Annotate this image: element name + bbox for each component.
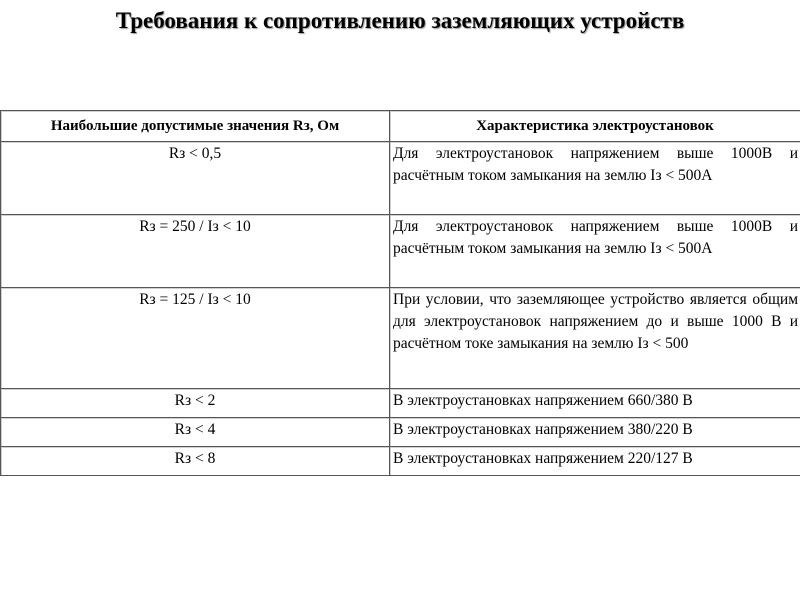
characteristic-cell: В электроустановках напряжением 220/127 В bbox=[390, 447, 800, 476]
table-row bbox=[1, 288, 800, 389]
resistance-value-cell: Rз < 2 bbox=[1, 389, 390, 418]
characteristic-cell: Для электроустановок напряжением выше 1000В и расчётным током замыкания на землю Iз < 500А bbox=[390, 215, 800, 288]
table-row bbox=[1, 447, 800, 476]
characteristic-cell: В электроустановках напряжением 660/380 В bbox=[390, 389, 800, 418]
column-header-characteristics: Характеристика электроустановок bbox=[390, 111, 800, 142]
resistance-value-cell: Rз = 125 / Iз < 10 bbox=[1, 288, 390, 389]
resistance-value-cell: Rз < 0,5 bbox=[1, 142, 390, 215]
table-row bbox=[1, 215, 800, 288]
characteristic-cell: В электроустановках напряжением 380/220 В bbox=[390, 418, 800, 447]
table-row bbox=[1, 142, 800, 215]
table-row bbox=[1, 418, 800, 447]
page-title: Требования к сопротивлению заземляющих устройств bbox=[115, 8, 685, 33]
resistance-value-cell: Rз < 4 bbox=[1, 418, 390, 447]
resistance-value-cell: Rз < 8 bbox=[1, 447, 390, 476]
grounding-resistance-table bbox=[0, 110, 800, 476]
table-header-row bbox=[1, 111, 800, 142]
resistance-value-cell: Rз = 250 / Iз < 10 bbox=[1, 215, 390, 288]
characteristic-cell: Для электроустановок напряжением выше 1000В и расчётным током замыкания на землю Iз < 500А bbox=[390, 142, 800, 215]
table-row bbox=[1, 389, 800, 418]
characteristic-cell: При условии, что заземляющее устройство является общим для электроустановок напряжением до и выше 1000 В и расчётном токе замыкания на землю Iз < 500 bbox=[390, 288, 800, 389]
column-header-max-values: Наибольшие допустимые значения Rз, Ом bbox=[1, 111, 390, 142]
